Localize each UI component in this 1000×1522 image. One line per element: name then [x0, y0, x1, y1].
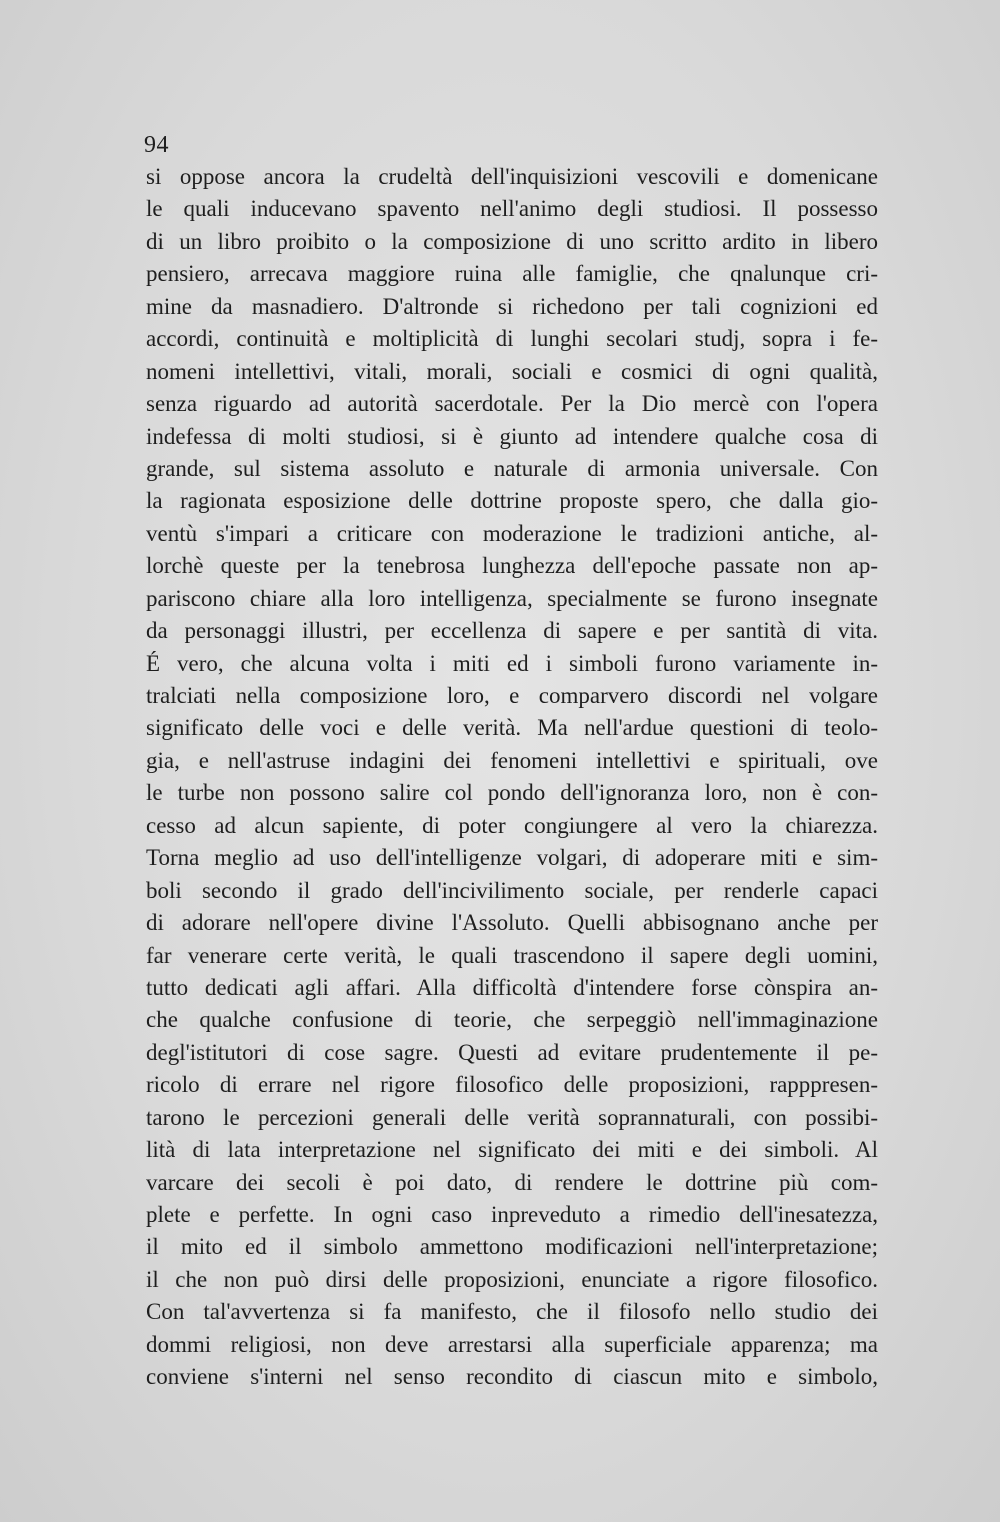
text-line: pensiero, arrecava maggiore ruina alle famiglie, che qnalunque cri-	[146, 261, 878, 287]
text-line: É vero, che alcuna volta i miti ed i simboli furono variamente in-	[146, 650, 878, 676]
text-line: il che non può dirsi delle proposizioni, enunciate a rigore filosofico.	[146, 1266, 878, 1292]
text-line: da personaggi illustri, per eccellenza di sapere e per santità di vita.	[146, 618, 878, 644]
text-line: ricolo di errare nel rigore filosofico delle proposizioni, rapppresen-	[146, 1072, 878, 1098]
text-line: indefessa di molti studiosi, si è giunto ad intendere qualche cosa di	[146, 423, 878, 449]
text-line: Torna meglio ad uso dell'intelligenze volgari, di adoperare miti e sim-	[146, 845, 878, 871]
text-line: tutto dedicati agli affari. Alla difficoltà d'intendere forse cònspira an-	[146, 974, 878, 1000]
text-line: si oppose ancora la crudeltà dell'inquisizioni vescovili e domenicane	[146, 164, 878, 189]
text-line: le quali inducevano spavento nell'animo degli studiosi. Il possesso	[146, 196, 878, 222]
text-line: varcare dei secoli è poi dato, di rendere le dottrine più com-	[146, 1169, 878, 1195]
text-line: far venerare certe verità, le quali trascendono il sapere degli uomini,	[146, 942, 878, 968]
text-line: significato delle voci e delle verità. Ma nell'ardue questioni di teolo-	[146, 715, 878, 741]
body-text	[146, 161, 878, 1394]
text-line: plete e perfette. In ogni caso inpreveduto a rimedio dell'inesatezza,	[146, 1202, 878, 1227]
text-line: ventù s'impari a criticare con moderazione le tradizioni antiche, al-	[146, 520, 878, 546]
text-line: le turbe non possono salire col pondo dell'ignoranza loro, non è con-	[146, 780, 878, 806]
text-line: accordi, continuità e moltiplicità di lunghi secolari studj, sopra i fe-	[146, 326, 878, 352]
text-line: di un libro proibito o la composizione di uno scritto ardito in libero	[146, 228, 878, 254]
text-line: lità di lata interpretazione nel significato dei miti e dei simboli. Al	[146, 1137, 878, 1163]
text-line: nomeni intellettivi, vitali, morali, sociali e cosmici di ogni qualità,	[146, 358, 878, 384]
text-line: cesso ad alcun sapiente, di poter congiungere al vero la chiarezza.	[146, 812, 878, 838]
text-line: pariscono chiare alla loro intelligenza, specialmente se furono insegnate	[146, 585, 878, 611]
text-line: tarono le percezioni generali delle verità soprannaturali, con possibi-	[146, 1104, 878, 1130]
page-number: 94	[144, 132, 169, 158]
text-line: il mito ed il simbolo ammettono modificazioni nell'interpretazione;	[146, 1234, 878, 1260]
text-line: grande, sul sistema assoluto e naturale di armonia universale. Con	[146, 455, 878, 481]
text-line: di adorare nell'opere divine l'Assoluto. Quelli abbisognano anche per	[146, 910, 878, 936]
text-line: che qualche confusione di teorie, che serpeggiò nell'immaginazione	[146, 1007, 878, 1033]
text-line: senza riguardo ad autorità sacerdotale. Per la Dio mercè con l'opera	[146, 391, 878, 417]
text-line: gia, e nell'astruse indagini dei fenomeni intellettivi e spirituali, ove	[146, 747, 878, 773]
text-line: lorchè queste per la tenebrosa lunghezza dell'epoche passate non ap-	[146, 553, 878, 579]
text-line: Con tal'avvertenza si fa manifesto, che il filosofo nello studio dei	[146, 1299, 878, 1325]
text-line: dommi religiosi, non deve arrestarsi alla superficiale apparenza; ma	[146, 1331, 878, 1357]
text-line: conviene s'interni nel senso recondito di ciascun mito e simbolo,	[146, 1364, 878, 1390]
text-line: degl'istitutori di cose sagre. Questi ad evitare prudentemente il pe-	[146, 1039, 878, 1065]
text-line: la ragionata esposizione delle dottrine proposte spero, che dalla gio-	[146, 488, 878, 514]
text-line: mine da masnadiero. D'altronde si richedono per tali cognizioni ed	[146, 293, 878, 319]
text-line: tralciati nella composizione loro, e comparvero discordi nel volgare	[146, 683, 878, 708]
text-line: boli secondo il grado dell'incivilimento sociale, per renderle capaci	[146, 877, 878, 903]
